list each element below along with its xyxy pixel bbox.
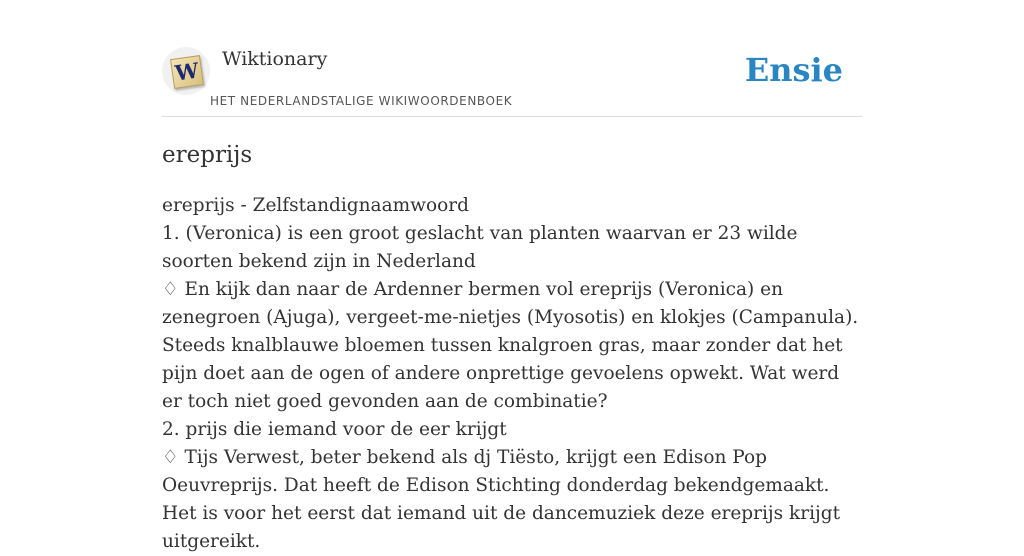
definition-entry xyxy=(162,192,862,556)
site-title[interactable]: Wiktionary xyxy=(222,48,328,70)
entry-heading: ereprijs - Zelfstandignaamwoord xyxy=(162,195,469,216)
ensie-brand-logo[interactable]: Ensie xyxy=(744,51,843,89)
definition-1: 1. (Veronica) is een groot geslacht van planten waarvan er 23 wilde soorten bekend zijn in Nederland xyxy=(162,223,798,272)
wiktionary-logo-icon[interactable] xyxy=(162,47,210,95)
logo-letter: W xyxy=(173,57,201,86)
main-content xyxy=(162,136,862,556)
example-2: ♢ Tijs Verwest, beter bekend als dj Tiësto, krijgt een Edison Pop Oeuvreprijs. Dat heeft de Edison Stichting donderdag bekendgemaakt. Het is voor het eerst dat iemand uit de dancemuziek deze ereprijs krijgt uitgereikt. xyxy=(162,447,841,552)
site-subtitle: HET NEDERLANDSTALIGE WIKIWOORDENBOEK xyxy=(210,94,513,108)
site-header xyxy=(162,44,862,117)
logo-tile xyxy=(170,55,204,89)
definition-2: 2. prijs die iemand voor de eer krijgt xyxy=(162,419,507,440)
example-1: ♢ En kijk dan naar de Ardenner bermen vol ereprijs (Veronica) en zenegroen (Ajuga), vergeet-me-nietjes (Myosotis) en klokjes (Campanula). Steeds knalblauwe bloemen tussen knalgroen gras, maar zonder dat het pijn doet aan de ogen of andere onprettige gevoelens opwekt. Wat werd er toch niet goed gevonden aan de combinatie? xyxy=(162,279,859,412)
page-title: ereprijs xyxy=(162,142,253,168)
